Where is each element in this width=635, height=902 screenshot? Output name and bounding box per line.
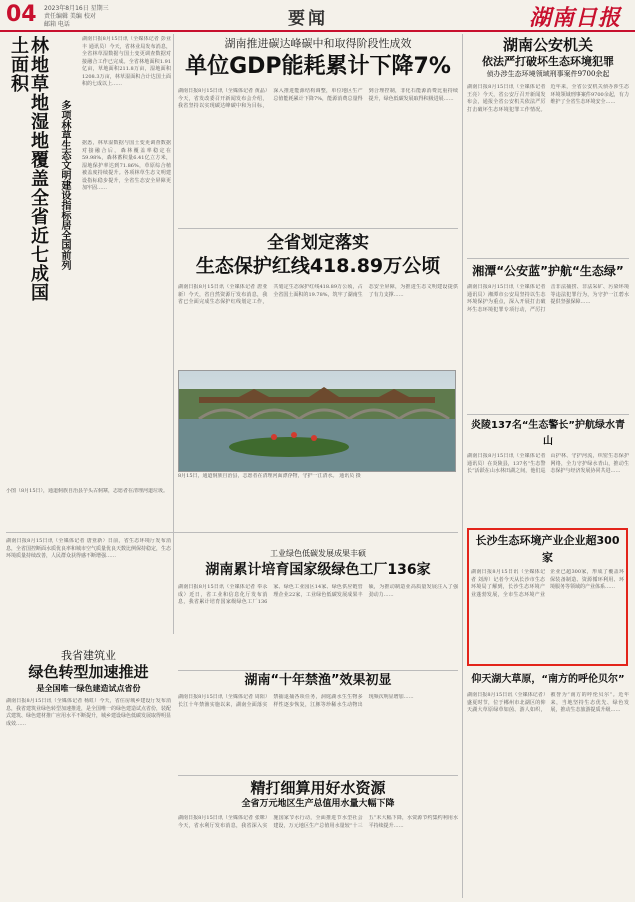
masthead bbox=[0, 0, 635, 32]
water-body-text: 湖南日报8月15日讯（全媒体记者 张咪）今天，省水利厅发布消息，我省深入实施国家节水行动，全面推进节水型社会建设，万元地区生产总值用水量较“十三五”末大幅下降，水资源节约集约利用水平持续提升…… bbox=[178, 815, 458, 829]
eco-headline: 生态保护红线418.89万公顷 bbox=[195, 255, 441, 277]
construction-article bbox=[6, 648, 171, 898]
photo-caption-text: 8月15日，通道侗族自治县，志愿者在清理河面漂浮物，守护一江清水。 bbox=[178, 473, 338, 479]
eco-article bbox=[178, 232, 458, 366]
grassland-body-text: 湖南日报8月15日讯（全媒体记者）盛夏时节，位于郴州市北湖区的仰天湖大草原绿草如茵、游人如织，被誉为“南方的呼伦贝尔”。近年来，当地坚持生态优先、绿色发展，推动生态旅游提质升级…… bbox=[467, 692, 629, 713]
contact-line: 邮箱 电话 bbox=[44, 21, 70, 28]
photo-caption bbox=[178, 473, 454, 489]
changsha-article bbox=[471, 532, 624, 662]
left-article bbox=[6, 36, 171, 336]
changsha-headline: 长沙生态环境产业企业超300家 bbox=[475, 534, 620, 564]
police-subhead: 依法严打破坏生态环境犯罪 bbox=[482, 55, 614, 68]
changsha-body-text: 湖南日报8月15日讯（全媒体记者 刘涛）记者今天从长沙市生态环境局了解到，长沙生态环境产业蓬勃发展，全市生态环境产业企业已超300家，形成了覆盖环保装备制造、资源循环利用、环境服务等领域的产业体系…… bbox=[471, 569, 624, 598]
left-body-text: 据悉，林草湿数据与国土变更调查数据对接融合后，森林覆盖率稳定在59.98%，森林蓄积量6.41亿立方米，湿地保护率达到71.86%，草原综合植被盖度持续提升。各项林草生态文明建设指标稳步提升，全省生态安全屏障更加牢固…… bbox=[82, 140, 171, 191]
news-photo bbox=[178, 370, 456, 472]
editor-line: 责任编辑 美编 校对 bbox=[44, 13, 96, 20]
factory-body-text: 湖南日报8月15日讯（全媒体记者 奉永成）近日，省工业和信息化厅发布消息，我省累计培育国家级绿色工厂136家、绿色工业园区14家、绿色供应链管理企业22家，工业绿色低碳发展成果丰硕，为推动制造业高质量发展注入了强劲动力…… bbox=[178, 584, 458, 605]
construction-headline: 绿色转型加速推进 bbox=[28, 663, 149, 681]
xiangtan-article bbox=[467, 262, 629, 412]
left-lower-lead: 湖南日报8月15日讯（全媒体记者 唐亚新）日前，省生态环境厅发布消息，全省国控断面水质优良率和城市空气质量优良天数比例保持稳定，生态环境质量持续改善，人民群众获得感不断增强…… bbox=[6, 538, 171, 559]
divider bbox=[467, 414, 629, 415]
left-lead-text: 湖南日报8月15日讯（全媒体记者 彭业丰 通讯员）今天，省林业局发布消息，全省林草湿数据与国土变更调查数据对接融合工作已完成。全省林地面积1.91亿亩，草地面积211.8万亩，湿地面积1208.3万亩，林草湿面积合计达国土面积的七成以上…… bbox=[82, 36, 171, 87]
divider bbox=[467, 258, 629, 259]
construction-deck: 是全国唯一绿色建造试点省份 bbox=[36, 683, 141, 693]
fishing-ban-body-text: 湖南日报8月15日讯（全媒体记者 周阳）长江十年禁渔实施以来，湖南全面落实禁捕退捕各项任务，洞庭湖水生生物多样性逐步恢复，江豚等珍稀水生动物出现频次明显增加…… bbox=[178, 694, 414, 708]
left-subhead: 多项林草生态文明建设指标居全国前列 bbox=[59, 100, 70, 270]
grassland-article bbox=[467, 672, 629, 898]
construction-body-text: 湖南日报8月15日讯（全媒体记者 杨虹）今天，省住房城乡建设厅发布消息，我省建筑业绿色转型加速推进，是全国唯一的绿色建造试点省份，装配式建筑、绿色建材推广应用水平不断提升，城乡建设绿色低碳发展取得明显成效…… bbox=[6, 698, 171, 727]
divider bbox=[6, 532, 458, 533]
factory-article bbox=[178, 548, 458, 668]
yanling-headline: 炎陵137名“生态警长”护航绿水青山 bbox=[470, 420, 626, 447]
water-headline: 精打细算用好水资源 bbox=[250, 779, 386, 797]
divider bbox=[178, 670, 458, 671]
factory-headline: 湖南累计培育国家级绿色工厂136家 bbox=[205, 562, 431, 578]
page-number: 04 bbox=[6, 2, 37, 27]
police-deck: 侦办涉生态环境领域刑事案件9700余起 bbox=[486, 70, 610, 78]
factory-kicker: 工业绿色低碳发展成果丰硕 bbox=[270, 549, 366, 558]
construction-kicker: 我省建筑业 bbox=[61, 649, 116, 662]
xiangtan-headline: 湘潭“公安蓝”护航“生态绿” bbox=[472, 264, 624, 278]
divider bbox=[178, 228, 458, 229]
gdp-headline: 单位GDP能耗累计下降7% bbox=[185, 54, 451, 79]
xiangtan-body-text: 湖南日报8月15日讯（全媒体记者 通讯员）湘潭市公安局坚持以生态环境保护为重点，深入开展打击破坏生态环境犯罪专项行动，严厉打击非法捕捞、非法采矿、污染环境等违法犯罪行为，为守护一江碧水提供坚强保障…… bbox=[467, 284, 629, 313]
bridge-river-photo bbox=[179, 371, 455, 471]
gdp-article bbox=[178, 36, 458, 226]
fishing-ban-article bbox=[178, 672, 458, 772]
divider bbox=[173, 34, 174, 634]
dateline bbox=[44, 5, 109, 29]
divider bbox=[178, 775, 458, 776]
eco-body-text: 湖南日报8月15日讯（全媒体记者 唐亚新）今天，省自然资源厅发布消息，我省已全面完成生态保护红线划定工作，共划定生态保护红线418.89万公顷，占全省国土面积的19.78%，筑牢了湖南生态安全屏障，为推进生态文明建设提供了有力支撑…… bbox=[178, 284, 458, 305]
police-article bbox=[467, 36, 629, 256]
police-body-text: 湖南日报8月15日讯（全媒体记者 王亮）今天，省公安厅召开新闻发布会，通报全省公安机关依法严厉打击破坏生态环境犯罪工作情况。近年来，全省公安机关侦办涉生态环境领域刑事案件9700余起，有力维护了全省生态环境安全…… bbox=[467, 84, 629, 113]
newspaper-logo: 湖南日报 bbox=[528, 5, 621, 31]
date-line: 2023年8月16日 星期三 bbox=[44, 5, 109, 12]
gdp-kicker: 湖南推进碳达峰碳中和取得阶段性成效 bbox=[224, 37, 412, 50]
gdp-body-text: 湖南日报8月15日讯（全媒体记者 黄晶）今天，省发改委召开新闻发布会介绍，我省坚持以实现碳达峰碳中和为目标，深入推进能源结构调整，单位地区生产总值能耗累计下降7%，能源消费总量得到合理控制，非化石能源消费比重持续提升，绿色低碳发展取得积极进展…… bbox=[178, 88, 458, 109]
police-headline: 湖南公安机关 bbox=[502, 36, 593, 54]
grassland-headline: 仰天湖大草原，“南方的呼伦贝尔” bbox=[471, 674, 625, 685]
water-article bbox=[178, 778, 458, 898]
photo-credit: 通讯员 摄 bbox=[339, 473, 361, 479]
yanling-article bbox=[467, 418, 629, 524]
left-caption: 小图（8月15日），通道侗族自治县芋头古侗寨，志愿者在清理河道垃圾。 bbox=[6, 488, 169, 494]
water-deck: 全省万元地区生产总值用水量大幅下降 bbox=[241, 799, 395, 809]
section-title: 要闻 bbox=[288, 9, 328, 29]
left-headline: 林地草地湿地覆盖全省近七成国土面积 bbox=[8, 36, 49, 302]
eco-headline-top: 全省划定落实 bbox=[267, 233, 369, 253]
divider bbox=[462, 34, 463, 898]
fishing-ban-headline: 湖南“十年禁渔”效果初显 bbox=[244, 673, 392, 688]
yanling-body-text: 湖南日报8月15日讯（全媒体记者 通讯员）在炎陵县，137名“生态警长”活跃在山水林田湖之间，他们巡山护林、守护河流，织密生态保护网络，全力守护绿水青山，推动生态保护与经济发展协同共进…… bbox=[467, 453, 629, 474]
